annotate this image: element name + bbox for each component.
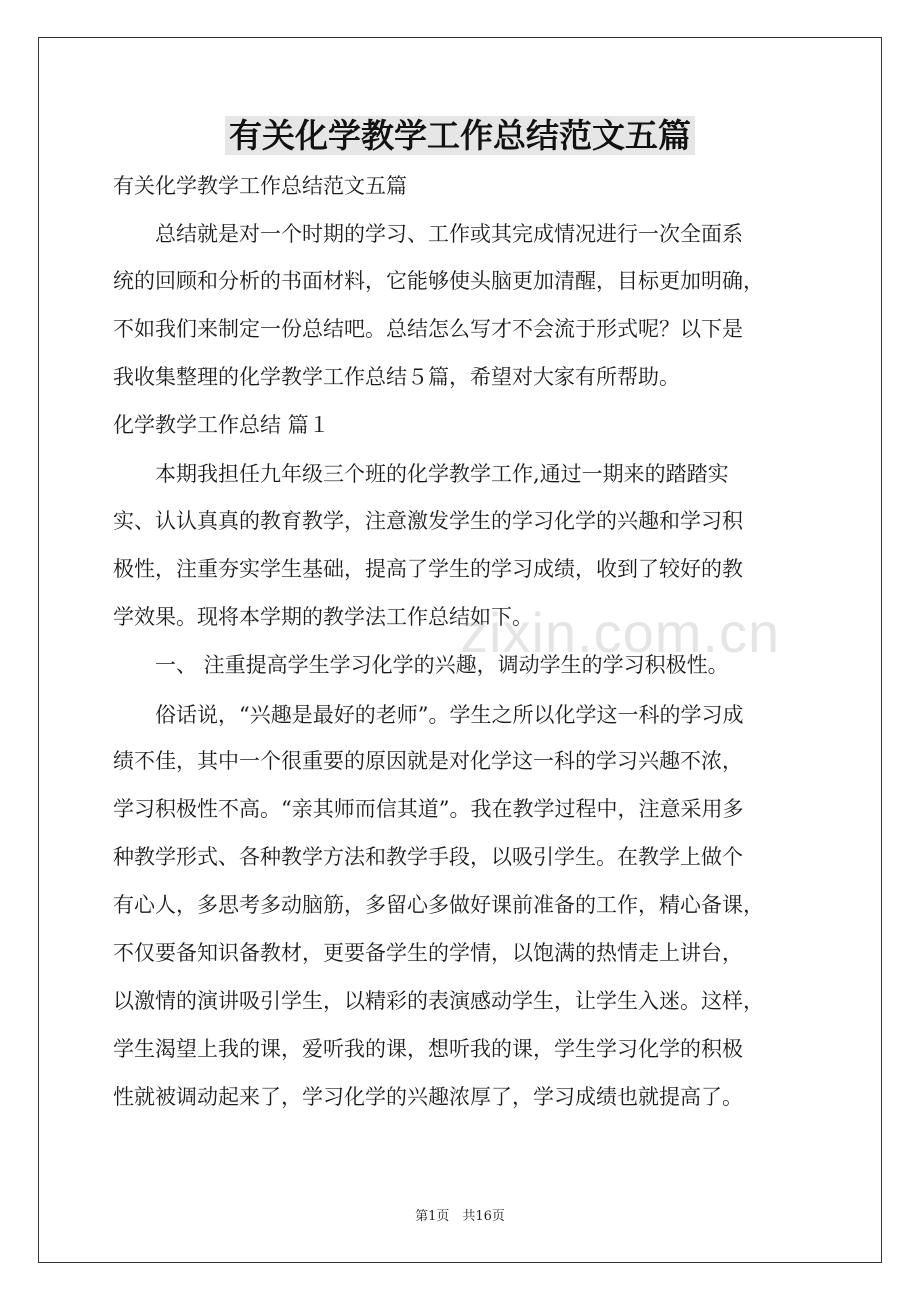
paragraph-line: 实、认认真真的教育教学，注意激发学生的学习化学的兴趣和学习积 [113, 509, 743, 533]
section-heading: 化学教学工作总结 篇１ [113, 413, 330, 437]
paragraph-line: 不仅要备知识备教材，更要备学生的学情，以饱满的热情走上讲台， [113, 941, 743, 965]
paragraph-line: 总结就是对一个时期的学习、工作或其完成情况进行一次全面系 [113, 222, 743, 246]
paragraph-line: 俗话说，“兴趣是最好的老师”。学生之所以化学这一科的学习成 [113, 703, 744, 727]
paragraph-line: 以激情的演讲吸引学生，以精彩的表演感动学生，让学生入迷。这样， [113, 989, 764, 1013]
paragraph-line: 学效果。现将本学期的教学法工作总结如下。 [113, 605, 533, 629]
paragraph-line: 统的回顾和分析的书面材料，它能够使头脑更加清醒，目标更加明确， [113, 269, 764, 293]
page-footer: 第1页 共16页 [415, 1209, 505, 1224]
paragraph-line: 学习积极性不高。“亲其师而信其道”。我在教学过程中，注意采用多 [113, 797, 744, 821]
paragraph-line: 绩不佳，其中一个很重要的原因就是对化学这一科的学习兴趣不浓， [113, 749, 743, 773]
paragraph-line: 我收集整理的化学教学工作总结５篇，希望对大家有所帮助。 [113, 365, 680, 389]
document-title [0, 110, 920, 162]
watermark: zixin.com.cn [460, 601, 781, 664]
paragraph-line: 本期我担任九年级三个班的化学教学工作,通过一期来的踏踏实 [113, 462, 729, 486]
paragraph-line: 有心人，多思考多动脑筋，多留心多做好课前准备的工作，精心备课， [113, 893, 764, 917]
paragraph-line: 不如我们来制定一份总结吧。总结怎么写才不会流于形式呢？以下是 [113, 317, 743, 341]
paragraph-line: 一、 注重提高学生学习化学的兴趣，调动学生的学习积极性。 [113, 653, 729, 677]
paragraph-line: 极性，注重夯实学生基础，提高了学生的学习成绩，收到了较好的教 [113, 557, 743, 581]
paragraph-line: 学生渴望上我的课，爱听我的课，想听我的课，学生学习化学的积极 [113, 1037, 743, 1061]
document-title-text: 有关化学教学工作总结范文五篇 [225, 116, 695, 155]
subtitle-line: 有关化学教学工作总结范文五篇 [113, 174, 407, 198]
paragraph-line: 性就被调动起来了，学习化学的兴趣浓厚了，学习成绩也就提高了。 [113, 1085, 743, 1109]
paragraph-line: 种教学形式、各种教学方法和教学手段，以吸引学生。在教学上做个 [113, 845, 743, 869]
